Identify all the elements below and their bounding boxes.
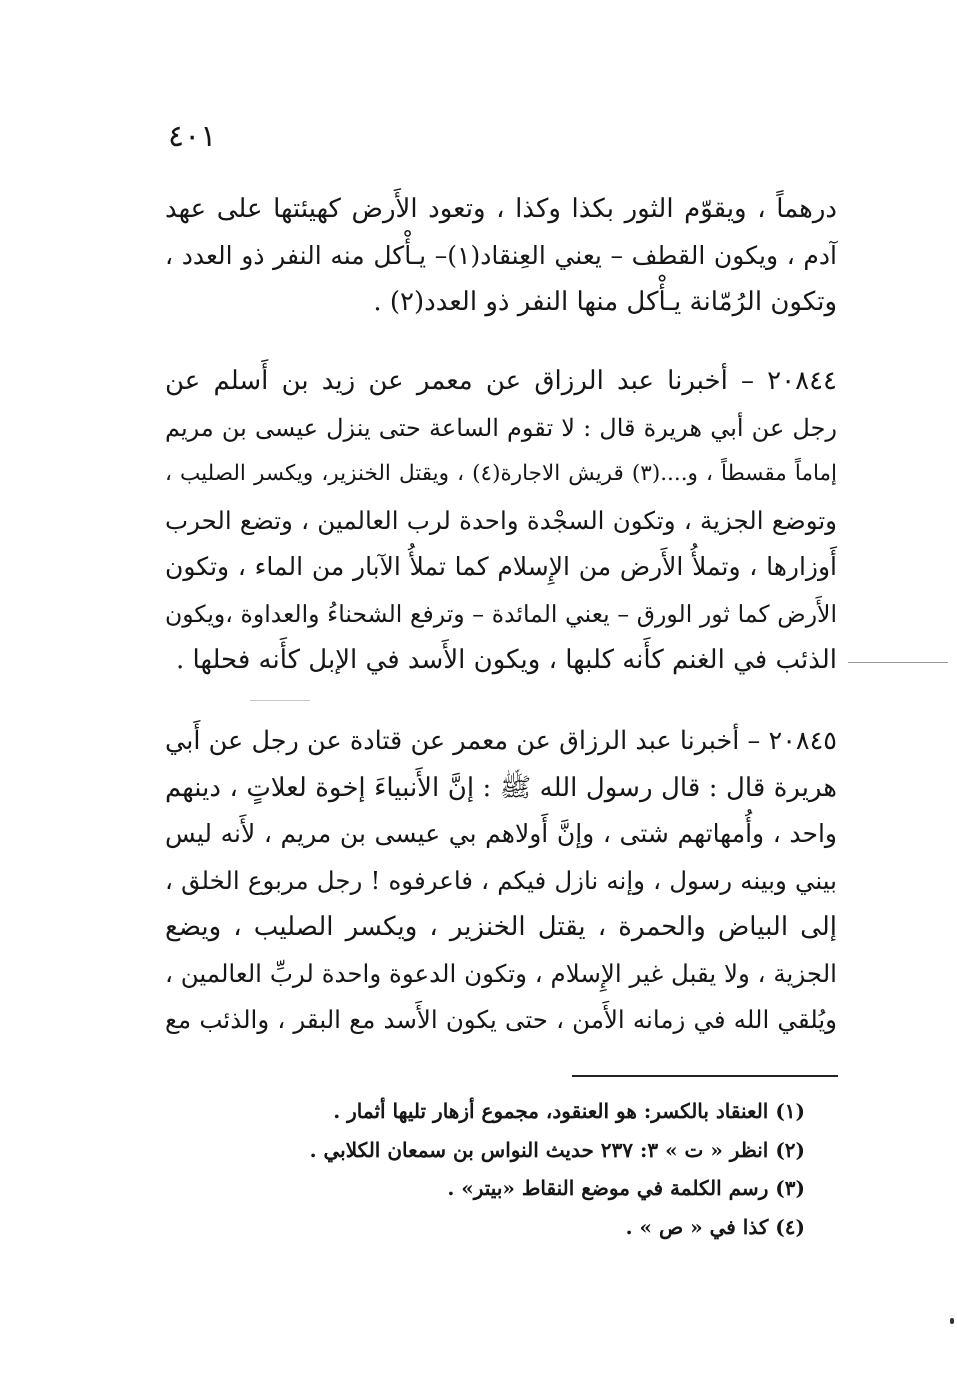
text-line: ويُلقي الله في زمانه الأَمن ، حتى يكون الأَسد مع البقر ، والذئب مع xyxy=(165,1005,837,1034)
footnote-2: (٢) انظر « ت » ٣: ٢٣٧ حديث النواس بن سمعان الكلابي . xyxy=(309,1137,805,1162)
page-number: ٤٠١ xyxy=(168,119,217,154)
text-line: واحد ، وأُمهاتهم شتى ، وإنَّ أَولاهم بي عيسى بن مريم ، لأَنه ليس xyxy=(165,819,837,848)
text-line: ٢٠٨٤٥ – أخبرنا عبد الرزاق عن معمر عن قتادة عن رجل عن أَبي xyxy=(165,726,837,756)
footnote-3: (٣) رسم الكلمة في موضع النقاط «بيتر» . xyxy=(447,1176,805,1201)
footnote-4: (٤) كذا في « ص » . xyxy=(625,1215,805,1240)
text-line: درهماً ، ويقوّم الثور بكذا وكذا ، وتعود الأَرض كهيئتها على عهد xyxy=(165,194,838,224)
scan-speck xyxy=(950,1318,954,1324)
text-line: الجزية ، ولا يقبل غير الإِسلام ، وتكون الدعوة واحدة لربِّ العالمين ، xyxy=(165,958,837,988)
text-line: أَوزارها ، وتملأُ الأَرض من الإِسلام كما تملأُ الآبار من الماء ، وتكون xyxy=(165,552,837,581)
text-line: الأَرض كما ثور الورق – يعني المائدة – وترفع الشحناءُ والعداوة ،ويكون xyxy=(165,599,837,628)
text-line: ٢٠٨٤٤ – أخبرنا عبد الرزاق عن معمر عن زيد بن أَسلم عن xyxy=(165,366,837,396)
text-line: آدم ، ويكون القطف – يعني العِنقاد(١)– يـأْكل منه النفر ذو العدد ، xyxy=(165,240,837,270)
text-line: إلى البياض والحمرة ، يقتل الخنزير ، ويكسر الصليب ، ويضع xyxy=(165,912,837,942)
scan-mark xyxy=(250,700,310,701)
text-line: رجل عن أبي هريرة قال : لا تقوم الساعة حتى ينزل عيسى بن مريم xyxy=(165,413,838,442)
footnotes xyxy=(285,1092,805,1247)
hadith-20844 xyxy=(165,358,837,684)
footnote-1: (١) العنقاد بالكسر: هو العنقود، مجموع أزهار تليها أثمار . xyxy=(333,1099,805,1123)
text-line: بيني وبينه رسول ، وإنه نازل فيكم ، فاعرفوه ! رجل مربوع الخلق ، xyxy=(165,865,837,895)
paragraph-1 xyxy=(165,186,837,326)
text-line: هريرة قال : قال رسول الله ﷺ : إنَّ الأَنبياءَ إخوة لعلاتٍ ، دينهم xyxy=(165,772,837,803)
scan-mark xyxy=(848,662,948,663)
text-line: الذئب في الغنم كأَنه كلبها ، ويكون الأَسد في الإبل كأَنه فحلها . xyxy=(176,645,837,675)
text-line: إماماً مقسطاً ، و....(٣) قريش الاجارة(٤) ، ويقتل الخنزير، ويكسر الصليب ، xyxy=(165,461,837,486)
hadith-20845 xyxy=(165,718,837,1044)
text-line: وتوضع الجزية ، وتكون السجْدة واحدة لرب العالمين ، وتضع الحرب xyxy=(165,505,837,535)
text-line: وتكون الرُمّانة يـأْكل منها النفر ذو العدد(٢) . xyxy=(373,287,837,317)
footnote-divider xyxy=(572,1075,838,1077)
